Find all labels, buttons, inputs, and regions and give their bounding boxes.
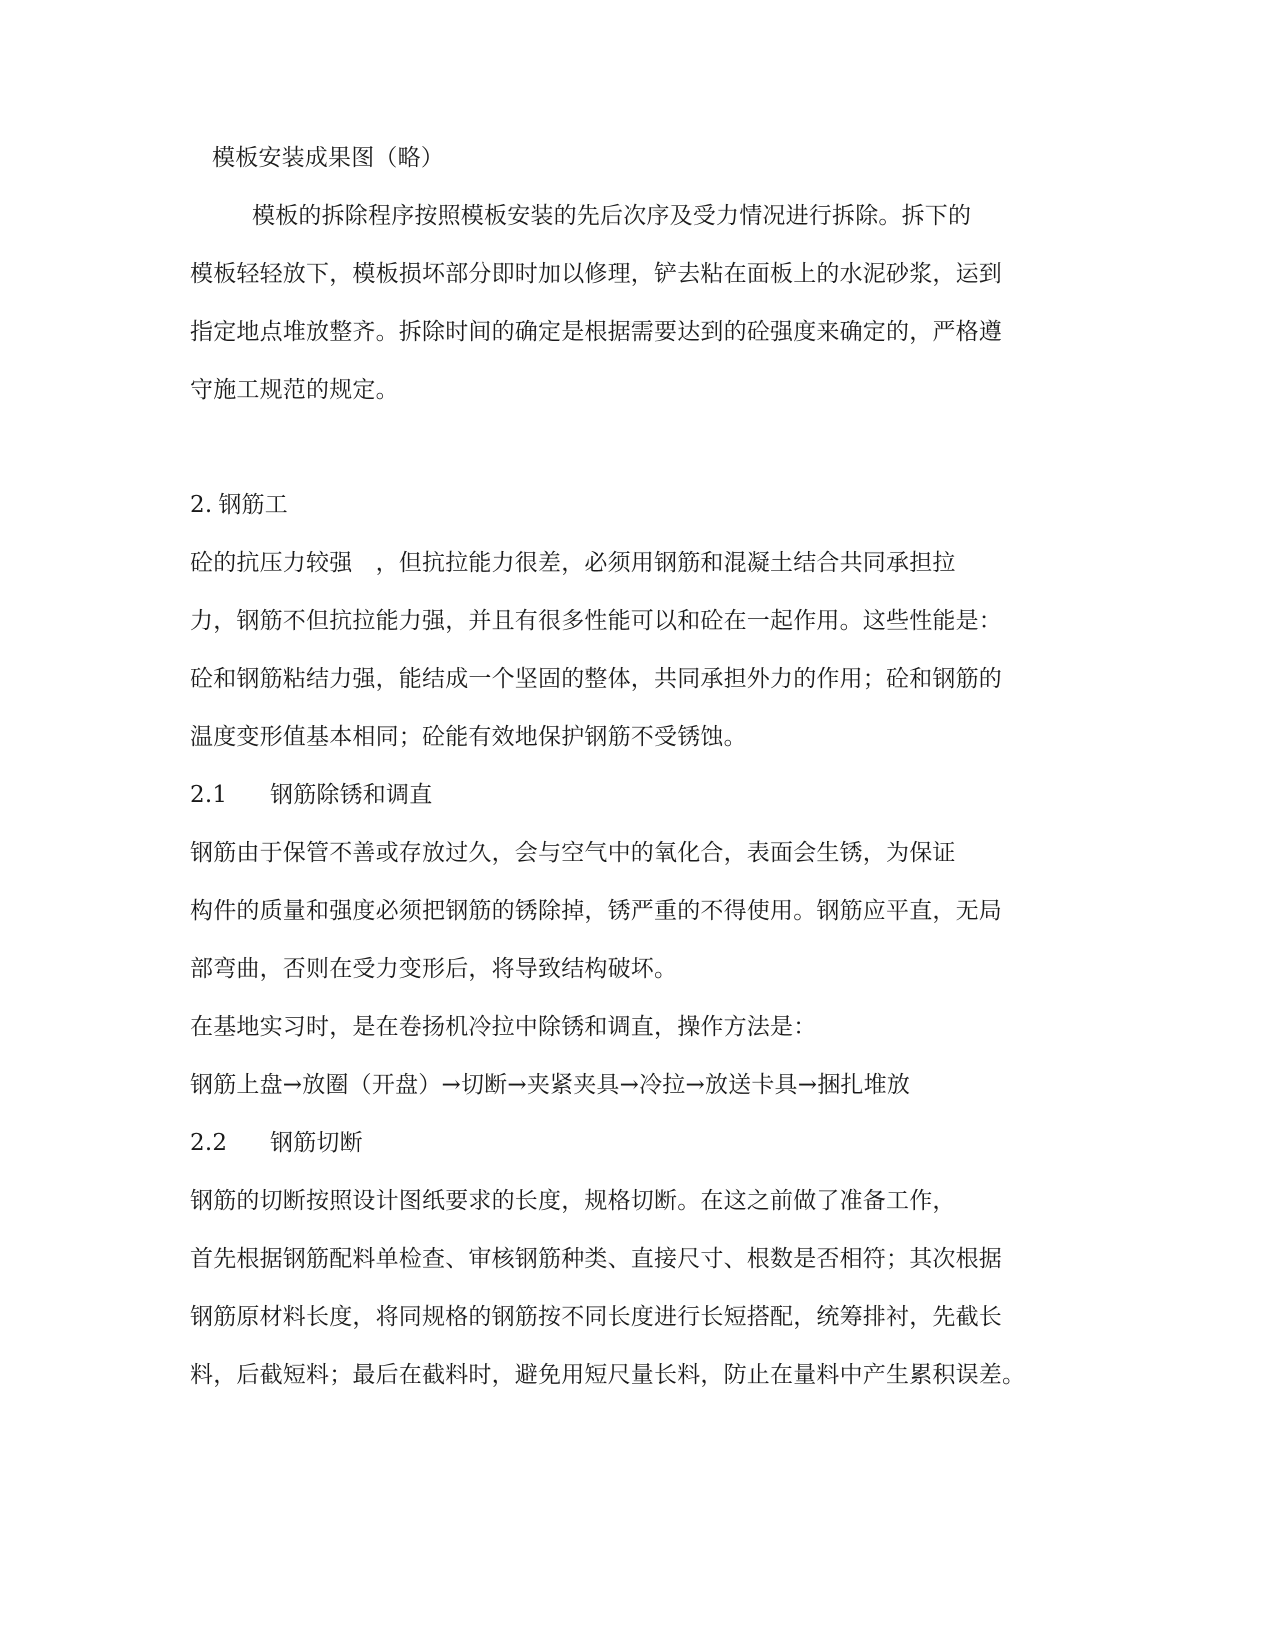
paragraph-line: 钢筋由于保管不善或存放过久，会与空气中的氧化合，表面会生锈，为保证 xyxy=(190,840,956,866)
section-number: 2.1 xyxy=(190,782,228,808)
paragraph-line: 在基地实习时，是在卷扬机冷拉中除锈和调直，操作方法是： xyxy=(190,1014,817,1040)
section-number: 2.2 xyxy=(190,1130,228,1156)
section-title: 钢筋工 xyxy=(218,492,288,518)
paragraph-line: 守施工规范的规定。 xyxy=(190,377,399,403)
paragraph-line: 部弯曲，否则在受力变形后，将导致结构破坏。 xyxy=(190,956,678,982)
section-title: 钢筋切断 xyxy=(270,1130,363,1156)
paragraph-line: 温度变形值基本相同；砼能有效地保护钢筋不受锈蚀。 xyxy=(190,724,747,750)
section-heading-2-2 xyxy=(190,1128,363,1158)
paragraph-line: 料，后截短料；最后在截料时，避免用短尺量长料，防止在量料中产生累积误差。 xyxy=(190,1362,1026,1388)
paragraph-line: 模板轻轻放下，模板损坏部分即时加以修理，铲去粘在面板上的水泥砂浆，运到 xyxy=(190,261,1002,287)
paragraph-line: 构件的质量和强度必须把钢筋的锈除掉，锈严重的不得使用。钢筋应平直，无局 xyxy=(190,898,1002,924)
paragraph-line: 力，钢筋不但抗拉能力强，并且有很多性能可以和砼在一起作用。这些性能是： xyxy=(190,608,1002,634)
figure-caption: 模板安装成果图（略） xyxy=(212,145,444,171)
process-flow-line: 钢筋上盘→放圈（开盘）→切断→夹紧夹具→冷拉→放送卡具→捆扎堆放 xyxy=(190,1072,911,1098)
section-number: 2. xyxy=(190,492,213,518)
paragraph-line: 砼的抗压力较强 ，但抗拉能力很差，必须用钢筋和混凝土结合共同承担拉 xyxy=(190,550,956,576)
paragraph-line: 砼和钢筋粘结力强，能结成一个坚固的整体，共同承担外力的作用；砼和钢筋的 xyxy=(190,666,1002,692)
section-title: 钢筋除锈和调直 xyxy=(270,782,433,808)
paragraph-line: 钢筋的切断按照设计图纸要求的长度，规格切断。在这之前做了准备工作， xyxy=(190,1188,956,1214)
section-heading-2-1 xyxy=(190,780,432,810)
section-heading-2 xyxy=(190,490,288,520)
paragraph-line: 指定地点堆放整齐。拆除时间的确定是根据需要达到的砼强度来确定的，严格遵 xyxy=(190,319,1002,345)
paragraph-line: 首先根据钢筋配料单检查、审核钢筋种类、直接尺寸、根数是否相符；其次根据 xyxy=(190,1246,1002,1272)
paragraph-line: 模板的拆除程序按照模板安装的先后次序及受力情况进行拆除。拆下的 xyxy=(252,203,972,229)
paragraph-line: 钢筋原材料长度，将同规格的钢筋按不同长度进行长短搭配，统筹排衬，先截长 xyxy=(190,1304,1002,1330)
